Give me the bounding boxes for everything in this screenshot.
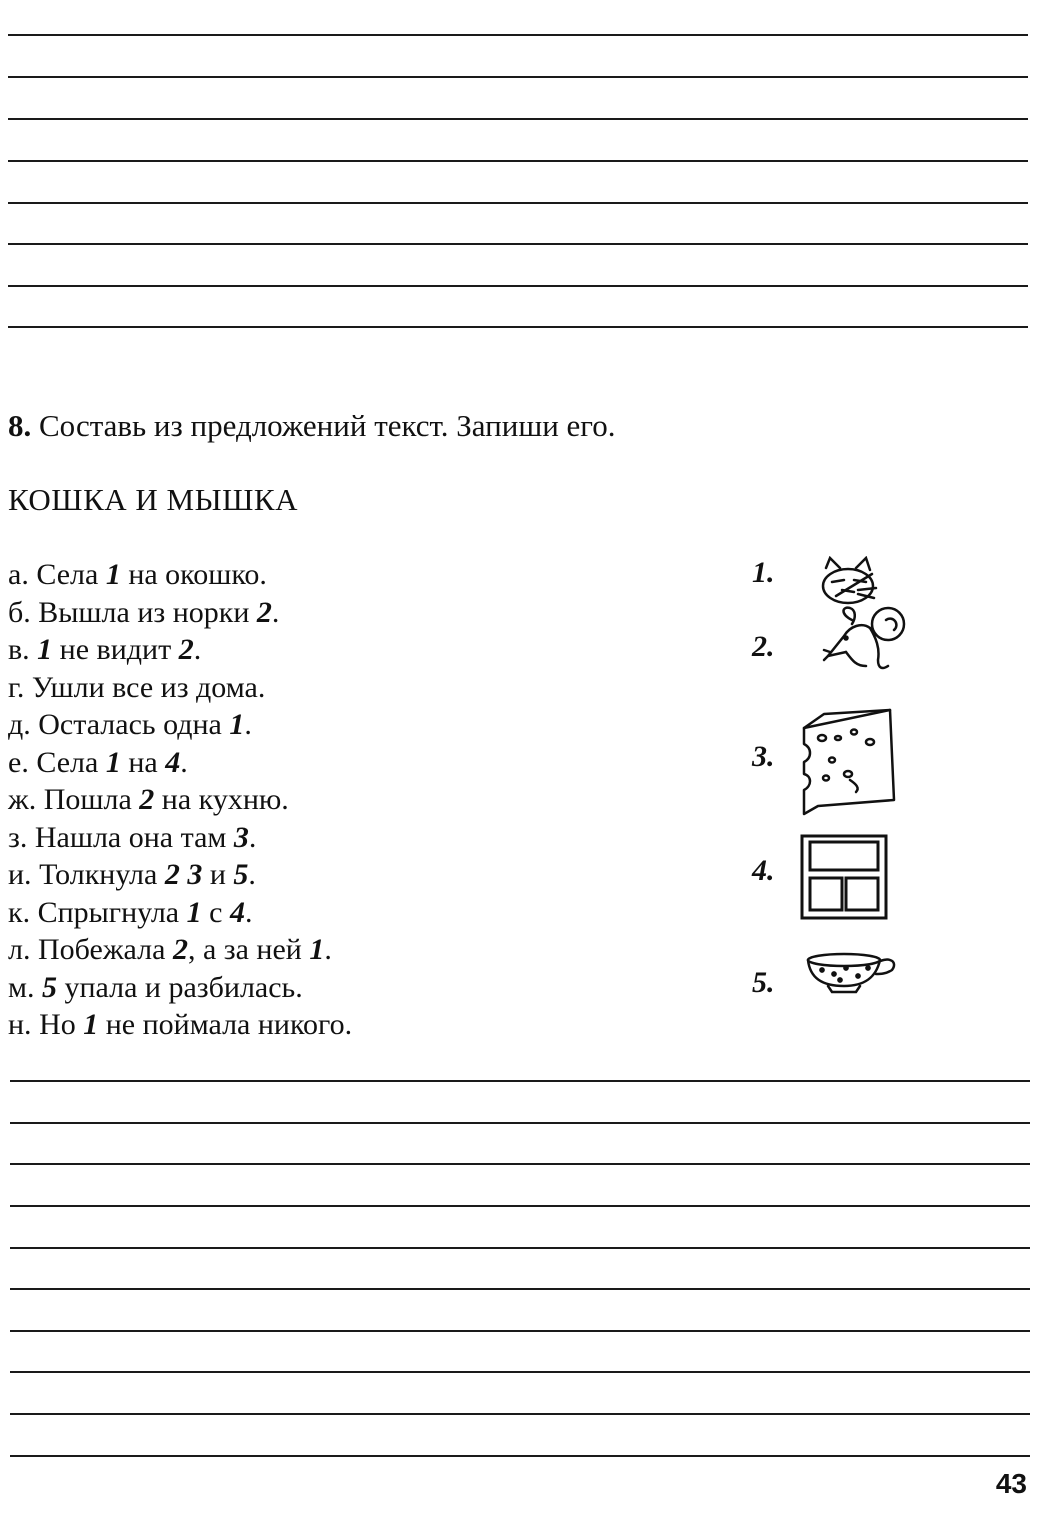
sentence-letter: з. bbox=[8, 820, 28, 854]
sentence-item bbox=[8, 781, 352, 819]
picture-reference: 1 bbox=[105, 745, 121, 779]
picture-reference: 2 bbox=[172, 933, 188, 966]
sentence-text: Села bbox=[36, 558, 106, 591]
picture-reference: 3 bbox=[187, 858, 203, 891]
picture-reference: 2 bbox=[164, 858, 180, 891]
picture-reference: 5 bbox=[41, 970, 57, 1004]
sentence-text: . bbox=[244, 708, 252, 741]
writing-line bbox=[8, 326, 1028, 328]
writing-line bbox=[8, 160, 1028, 162]
task-heading bbox=[8, 408, 616, 444]
writing-line bbox=[8, 285, 1028, 287]
sentence-letter: б. bbox=[8, 595, 31, 629]
writing-line bbox=[10, 1371, 1030, 1373]
picture-reference: 2 bbox=[178, 633, 194, 666]
sentence-letter: к. bbox=[8, 895, 31, 929]
picture-reference: 5 bbox=[233, 858, 249, 891]
legend-number: 3. bbox=[752, 740, 775, 773]
picture-reference: 2 bbox=[256, 595, 272, 629]
sentence-letter: д. bbox=[8, 708, 31, 741]
sentence-text: , а за ней bbox=[187, 933, 310, 966]
legend-number: 4. bbox=[752, 854, 775, 887]
cheese-icon bbox=[798, 708, 900, 816]
sentence-text: на bbox=[120, 745, 166, 779]
sentence-text: Села bbox=[36, 745, 106, 779]
writing-line bbox=[10, 1122, 1030, 1124]
sentence-text: . bbox=[248, 820, 257, 854]
sentence-text: . bbox=[180, 745, 188, 779]
sentence-letter: и. bbox=[8, 858, 32, 891]
writing-line bbox=[8, 202, 1028, 204]
picture-reference: 1 bbox=[229, 708, 245, 741]
sentence-item bbox=[8, 631, 352, 669]
writing-line bbox=[8, 118, 1028, 120]
sentence-text: упала и разбилась. bbox=[56, 970, 303, 1004]
sentence-letter: в. bbox=[8, 633, 30, 666]
sentence-text: . bbox=[193, 633, 202, 666]
sentence-letter: ж. bbox=[8, 783, 37, 816]
sentence-letter: а. bbox=[8, 558, 29, 591]
writing-line bbox=[10, 1163, 1030, 1165]
sentence-text: Ушли все из дома. bbox=[31, 670, 266, 704]
writing-line bbox=[8, 76, 1028, 78]
task-instruction: Составь из предложений текст. Запиши его. bbox=[39, 408, 616, 443]
sentence-item bbox=[8, 669, 352, 707]
sentence-list bbox=[8, 556, 352, 1044]
sentence-text: с bbox=[201, 895, 230, 929]
sentence-item bbox=[8, 969, 352, 1007]
picture-reference: 1 bbox=[309, 933, 325, 966]
sentence-item bbox=[8, 706, 352, 744]
picture-reference: 1 bbox=[37, 633, 53, 666]
sentence-letter: н. bbox=[8, 1008, 32, 1041]
sentence-text: не поймала никого. bbox=[98, 1008, 353, 1041]
sentence-text: Вышла из норки bbox=[38, 595, 257, 629]
picture-reference: 2 bbox=[139, 783, 155, 816]
sentence-text: не видит bbox=[52, 633, 179, 666]
sentence-item bbox=[8, 856, 352, 894]
sentence-letter: м. bbox=[8, 970, 35, 1004]
task-number: 8. bbox=[8, 408, 32, 443]
legend-number: 2. bbox=[752, 630, 775, 663]
writing-line bbox=[10, 1247, 1030, 1249]
sentence-text: на кухню. bbox=[154, 783, 289, 816]
sentence-text: . bbox=[324, 933, 332, 966]
picture-reference: 4 bbox=[229, 895, 245, 929]
sentence-text: и bbox=[202, 858, 234, 891]
picture-reference: 3 bbox=[233, 820, 249, 854]
sentence-item bbox=[8, 819, 352, 857]
sentence-text: Но bbox=[39, 1008, 84, 1041]
picture-reference: 1 bbox=[105, 558, 121, 591]
writing-line bbox=[10, 1455, 1030, 1457]
mouse-icon bbox=[822, 604, 912, 676]
sentence-item bbox=[8, 894, 352, 932]
sentence-text: . bbox=[248, 858, 256, 891]
sentence-letter: г. bbox=[8, 670, 25, 704]
sentence-text: Побежала bbox=[37, 933, 173, 966]
sentence-text: Спрыгнула bbox=[37, 895, 187, 929]
sentence-text: . bbox=[244, 895, 253, 929]
sentence-letter: л. bbox=[8, 933, 31, 966]
page-number: 43 bbox=[995, 1468, 1027, 1499]
writing-line bbox=[10, 1080, 1030, 1082]
sentence-letter: е. bbox=[8, 745, 29, 779]
text-title: КОШКА И МЫШКА bbox=[8, 482, 298, 517]
sentence-item bbox=[8, 1006, 352, 1044]
sentence-text: на окошко. bbox=[120, 558, 267, 591]
picture-reference: 1 bbox=[186, 895, 202, 929]
writing-line bbox=[8, 34, 1028, 36]
sentence-item bbox=[8, 594, 352, 632]
writing-line bbox=[10, 1330, 1030, 1332]
writing-line bbox=[10, 1413, 1030, 1415]
picture-reference: 1 bbox=[83, 1008, 99, 1041]
writing-line bbox=[10, 1288, 1030, 1290]
sentence-item bbox=[8, 931, 352, 969]
sentence-text: Толкнула bbox=[39, 858, 165, 891]
writing-line bbox=[8, 243, 1028, 245]
sentence-text: Пошла bbox=[43, 783, 140, 816]
sentence-text: . bbox=[271, 595, 280, 629]
sentence-text: Осталась одна bbox=[38, 708, 230, 741]
sentence-item bbox=[8, 744, 352, 782]
picture-reference: 4 bbox=[165, 745, 181, 779]
sentence-text: Нашла она там bbox=[34, 820, 234, 854]
writing-line bbox=[10, 1205, 1030, 1207]
picture-legend bbox=[752, 540, 922, 1020]
sentence-item bbox=[8, 556, 352, 594]
legend-number: 1. bbox=[752, 556, 775, 589]
legend-number: 5. bbox=[752, 966, 775, 999]
cup-icon bbox=[806, 952, 898, 996]
window-icon bbox=[798, 832, 890, 922]
